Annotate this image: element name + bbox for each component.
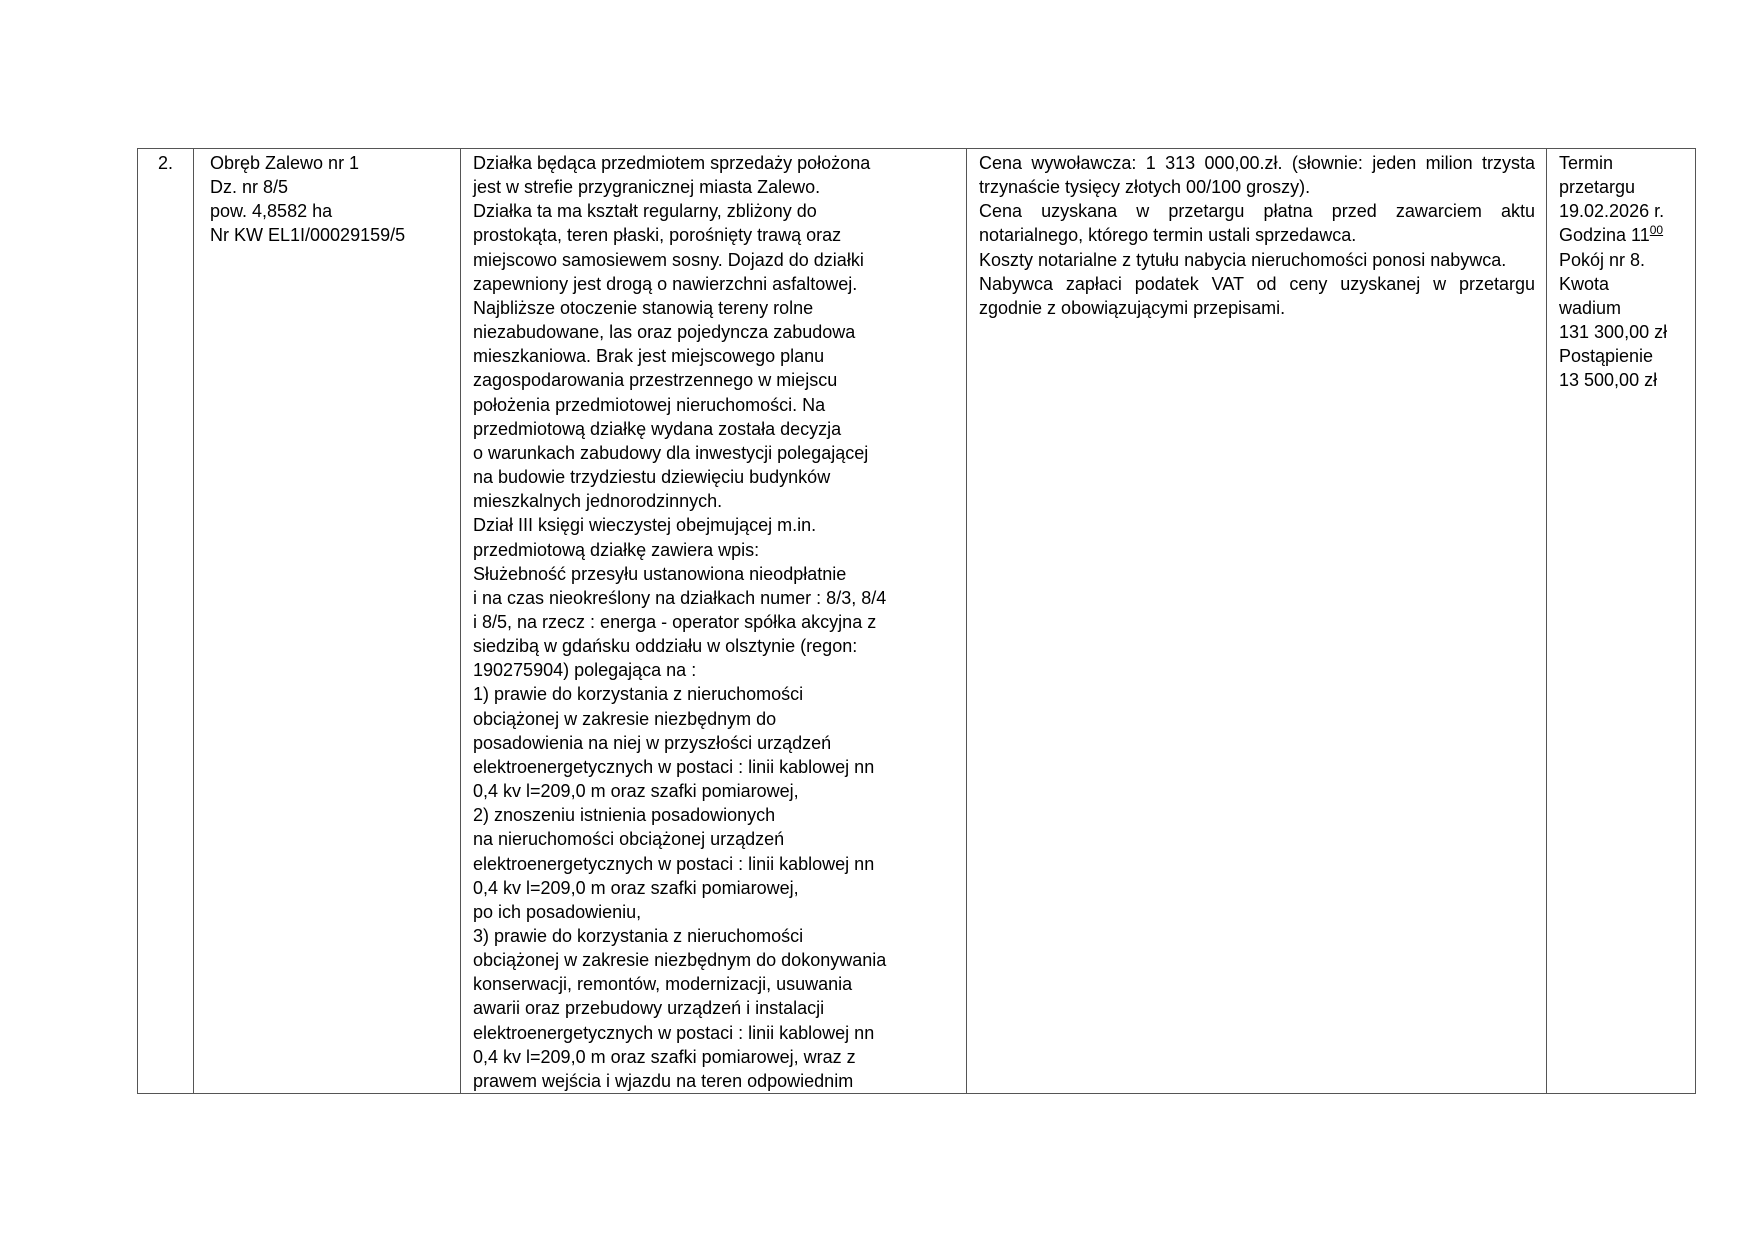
auction-hour-label: Godzina 11 (1559, 225, 1650, 246)
term-label: Termin (1559, 153, 1614, 173)
description-line: 0,4 kv l=209,0 m oraz szafki pomiarowej, wraz z (473, 1046, 856, 1067)
description-line: mieszkaniowa. Brak jest miejscowego planu (473, 346, 825, 367)
description-line: zapewniony jest drogą o nawierzchni asfaltowej. (473, 273, 858, 294)
increment-amount: 13 500,00 zł (1559, 370, 1658, 391)
plot-number: Dz. nr 8/5 (210, 177, 289, 198)
increment-label: Postąpienie (1559, 346, 1654, 367)
auction-room: Pokój nr 8. (1559, 249, 1646, 270)
description-line: o warunkach zabudowy dla inwestycji polegającej (473, 442, 869, 463)
row-number: 2. (157, 153, 173, 173)
description-cell (461, 149, 967, 1094)
description-line: obciążonej w zakresie niezbędnym do (473, 708, 777, 729)
description-line: siedzibą w gdańsku oddziału w olsztynie (regon: (473, 636, 858, 657)
description-line: prostokąta, teren płaski, porośnięty trawą oraz (473, 225, 842, 246)
description-line: Działka będąca przedmiotem sprzedaży położona (473, 153, 871, 173)
auction-table (137, 148, 1696, 1094)
term-cell (1547, 149, 1696, 1094)
description-line: elektroenergetycznych w postaci : linii kablowej nn (473, 1022, 875, 1043)
description-line: przedmiotową działkę zawiera wpis: (473, 539, 760, 560)
description-line: po ich posadowieniu, (473, 901, 642, 922)
description-line: i 8/5, na rzecz : energa - operator spółka akcyjna z (473, 611, 877, 632)
plot-area: pow. 4,8582 ha (210, 201, 333, 222)
term-label-2: przetargu (1559, 177, 1636, 198)
description-line: jest w strefie przygranicznej miasta Zalewo. (473, 177, 821, 198)
description-line: miejscowo samosiewem sosny. Dojazd do działki (473, 249, 864, 270)
description-line: niezabudowane, las oraz pojedyncza zabudowa (473, 322, 856, 343)
land-register-number: Nr KW EL1I/00029159/5 (210, 225, 406, 246)
description-line: 3) prawie do korzystania z nieruchomości (473, 926, 804, 946)
description-line: elektroenergetycznych w postaci : linii kablowej nn (473, 853, 875, 874)
auction-hour-minutes: 00 (1649, 223, 1664, 238)
description-line: położenia przedmiotowej nieruchomości. Na (473, 394, 826, 415)
description-line: 2) znoszeniu istnienia posadowionych (473, 805, 776, 826)
row-number-cell (138, 149, 194, 1094)
description-line: Najbliższe otoczenie stanowią tereny rolne (473, 297, 814, 318)
description-line: 1) prawie do korzystania z nieruchomości (473, 684, 804, 705)
description-line: 0,4 kv l=209,0 m oraz szafki pomiarowej, (473, 781, 799, 802)
vat-note: Nabywca zapłaci podatek VAT od ceny uzyskanej w przetargu zgodnie z obowiązującymi przepisami. (979, 273, 1535, 318)
description-line: Dział III księgi wieczystej obejmującej m.in. (473, 515, 817, 536)
description-line: przedmiotową działkę wydana została decyzja (473, 418, 842, 439)
auction-date: 19.02.2026 r. (1559, 201, 1665, 222)
description-line: na nieruchomości obciążonej urządzeń (473, 829, 785, 850)
table-row (138, 149, 1696, 1094)
description-line: Działka ta ma kształt regularny, zbliżony do (473, 201, 817, 222)
price-cell (967, 149, 1547, 1094)
plot-precinct: Obręb Zalewo nr 1 (210, 153, 360, 173)
auction-hour (1559, 223, 1695, 247)
description-line: prawem wejścia i wjazdu na teren odpowiednim (473, 1070, 854, 1091)
description-line: 190275904) polegająca na : (473, 660, 697, 681)
notary-costs: Koszty notarialne z tytułu nabycia nieruchomości ponosi nabywca. (979, 249, 1507, 270)
payment-terms: Cena uzyskana w przetargu płatna przed zawarciem aktu notarialnego, którego termin ustali sprzedawca. (979, 201, 1535, 246)
deposit-amount: 131 300,00 zł (1559, 322, 1668, 343)
description-line: mieszkalnych jednorodzinnych. (473, 491, 723, 512)
description-line: i na czas nieokreślony na działkach numer : 8/3, 8/4 (473, 587, 887, 608)
description-line: awarii oraz przebudowy urządzeń i instalacji (473, 998, 825, 1019)
deposit-label-2: wadium (1559, 297, 1622, 318)
description-line: obciążonej w zakresie niezbędnym do dokonywania (473, 950, 887, 971)
deposit-label: Kwota (1559, 273, 1610, 294)
starting-price: Cena wywoławcza: 1 313 000,00.zł. (słownie: jeden milion trzysta trzynaście tysięcy złotych 00/100 groszy). (979, 153, 1535, 198)
description-line: konserwacji, remontów, modernizacji, usuwania (473, 974, 853, 995)
description-line: zagospodarowania przestrzennego w miejscu (473, 370, 838, 391)
plot-cell (194, 149, 461, 1094)
description-line: elektroenergetycznych w postaci : linii kablowej nn (473, 756, 875, 777)
description-line: posadowienia na niej w przyszłości urządzeń (473, 732, 832, 753)
description-line: 0,4 kv l=209,0 m oraz szafki pomiarowej, (473, 877, 799, 898)
description-line: Służebność przesyłu ustanowiona nieodpłatnie (473, 563, 847, 584)
description-line: na budowie trzydziestu dziewięciu budynków (473, 467, 831, 488)
